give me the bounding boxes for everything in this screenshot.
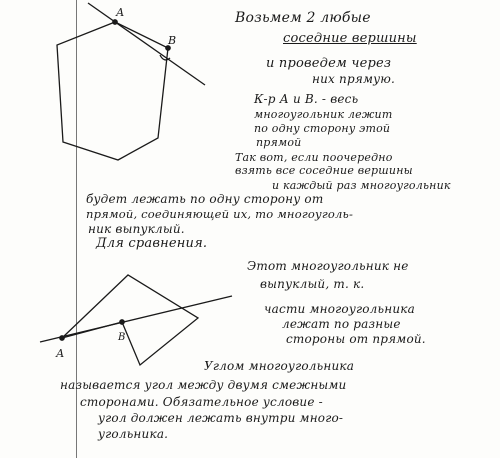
convex-polygon-figure [57, 3, 205, 160]
note-line-20: стороны от прямой. [286, 332, 426, 346]
note-line-10: взять все соседние вершины [235, 164, 413, 177]
line-through-polygon [40, 296, 232, 342]
note-line-25: угольника. [98, 427, 169, 441]
note-line-4: них прямую. [312, 72, 396, 86]
note-line-13: прямой, соединяющей их, то многоуголь- [86, 207, 354, 221]
note-line-21: Углом многоугольника [204, 359, 355, 373]
note-line-18: части многоугольника [264, 302, 416, 316]
note-line-15: Для сравнения. [96, 236, 208, 251]
line-through-a-b [88, 3, 205, 85]
vertex-a-dot-2 [60, 336, 64, 340]
vertex-a-dot [113, 20, 117, 24]
note-line-8: прямой [256, 136, 302, 149]
note-line-16: Этот многоугольник не [247, 259, 409, 273]
note-line-19: лежат по разные [282, 317, 401, 331]
note-line-14: ник выпуклый. [88, 222, 185, 236]
note-line-11: и каждый раз многоугольник [272, 179, 451, 192]
figure-2-label-a: А [56, 347, 65, 360]
note-line-17: выпуклый, т. к. [260, 277, 365, 291]
vertex-b-dot-2 [120, 320, 124, 324]
note-line-2: соседние вершины [283, 31, 417, 46]
note-line-23: сторонами. Обязательное условие - [80, 395, 323, 409]
note-line-6: многоугольник лежит [254, 108, 393, 121]
figure-2-label-b: В [118, 332, 126, 343]
note-line-24: угол должен лежать внутри много- [98, 411, 344, 425]
figure-1-label-b: В [168, 34, 177, 47]
note-line-9: Так вот, если поочередно [235, 151, 393, 164]
note-line-22: называется угол между двумя смежными [60, 378, 347, 392]
figure-1-label-a: А [116, 6, 125, 19]
nonconvex-polygon-figure [40, 275, 232, 365]
note-line-3: и проведем через [266, 56, 392, 71]
note-line-12: будет лежать по одну сторону от [86, 192, 324, 206]
hexagon [57, 22, 168, 160]
note-line-5: К-р А и В. - весь [254, 92, 359, 106]
note-line-7: по одну сторону этой [254, 122, 391, 135]
note-line-1: Возьмем 2 любые [235, 10, 371, 26]
